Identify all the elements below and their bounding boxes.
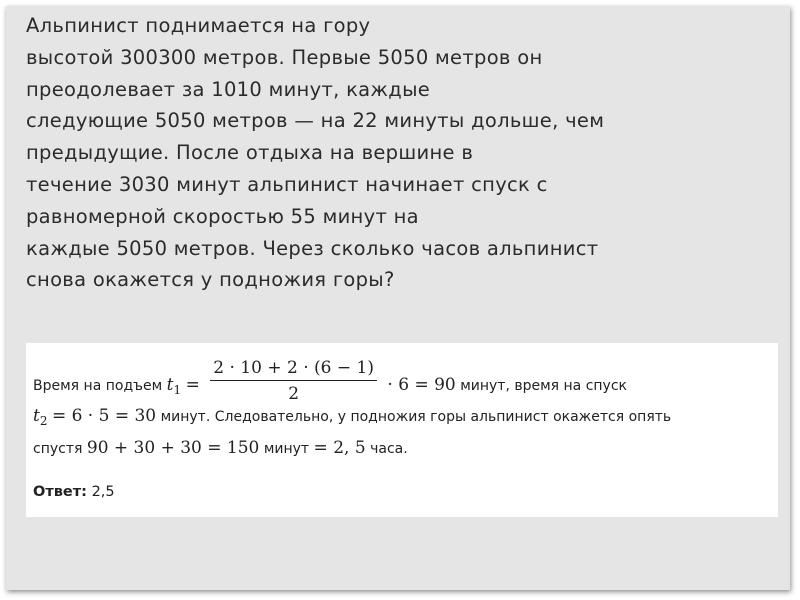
descent-expression: = 6 · 5 = 30	[51, 406, 157, 426]
problem-line: преодолевает за 1010 минут, каждые	[26, 77, 431, 101]
descent-suffix: минут. Следовательно, у подножия горы альпинист окажется опять	[160, 409, 672, 425]
total-hours-expression: = 2, 5	[313, 438, 366, 458]
var-t1: t	[166, 375, 174, 395]
solution-line-total	[33, 438, 408, 458]
var-t2-subscript: 2	[39, 413, 48, 428]
answer-line	[33, 484, 115, 500]
solution-line-descent	[33, 406, 671, 428]
total-prefix: спустя	[33, 441, 83, 457]
problem-line: Альпинист поднимается на гору	[26, 14, 371, 37]
problem-line: каждые 5050 метров. Через сколько часов альпинист	[26, 236, 599, 260]
answer-label: Ответ:	[33, 484, 87, 500]
problem-line: равномерной скоростью 55 минут на	[26, 204, 419, 228]
answer-value: 2,5	[91, 484, 115, 500]
problem-line: высотой 300300 метров. Первые 5050 метров он	[26, 45, 543, 69]
solution-image	[26, 343, 778, 517]
total-minutes-label: минут	[263, 441, 310, 457]
problem-line: снова окажется у подножия горы?	[26, 268, 395, 292]
total-expression: 90 + 30 + 30 = 150	[86, 438, 260, 458]
problem-text	[26, 10, 786, 296]
problem-line: предыдущие. После отдыха на вершине в	[26, 141, 474, 165]
equals-sign: =	[185, 375, 200, 395]
ascent-suffix: минут, время на спуск	[460, 378, 627, 394]
fraction-denominator: 2	[288, 384, 300, 404]
fraction-numerator: 2 · 10 + 2 · (6 − 1)	[210, 358, 377, 381]
var-t1-subscript: 1	[173, 382, 182, 397]
ascent-label: Время на подъем	[33, 378, 163, 394]
var-t2: t	[33, 406, 40, 426]
ascent-result: · 6 = 90	[387, 375, 456, 395]
total-suffix: часа.	[370, 441, 408, 457]
ascent-fraction	[210, 358, 377, 404]
problem-line: следующие 5050 метров — на 22 минуты дольше, чем	[26, 109, 605, 133]
problem-line: течение 3030 минут альпинист начинает спуск с	[26, 172, 548, 196]
